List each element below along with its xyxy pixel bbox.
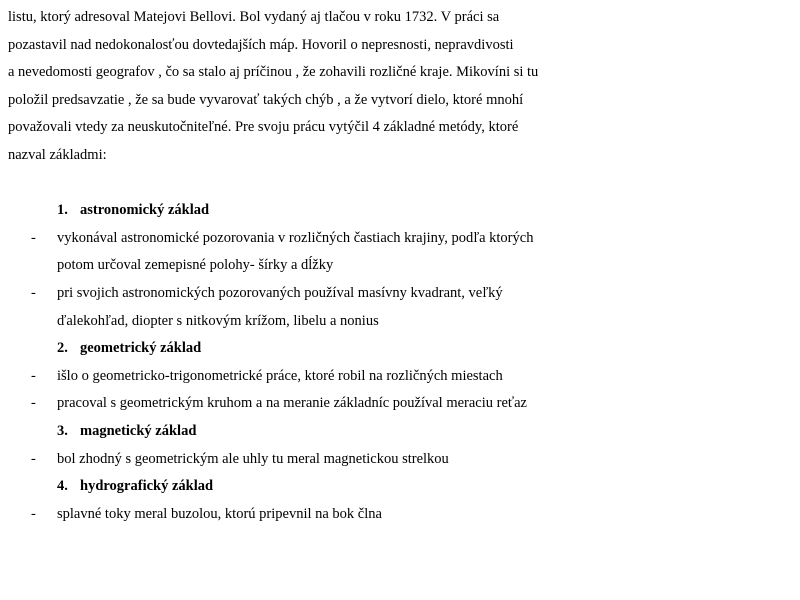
section-title: geometrický základ (80, 340, 202, 356)
bullet-dash: - (31, 395, 36, 411)
bullet-text: pri svojich astronomických pozorovaných používal masívny kvadrant, veľký (57, 285, 503, 301)
section-number: 2. (57, 340, 68, 356)
section-title: magnetický základ (80, 423, 197, 439)
bullet-text: išlo o geometricko-trigonometrické práce, ktoré robil na rozličných miestach (57, 368, 503, 384)
section-heading-hydrographic (57, 477, 213, 495)
section-title: hydrografický základ (80, 478, 214, 494)
paragraph-line: a nevedomosti geografov , čo sa stalo aj príčinou , že zohavili rozličné kraje. Mikovíni si tu (8, 64, 539, 80)
bullet-text: vykonával astronomické pozorovania v rozličných častiach krajiny, podľa ktorých (57, 230, 534, 246)
bullet-text: bol zhodný s geometrickým ale uhly tu meral magnetickou strelkou (57, 451, 449, 467)
bullet-dash: - (31, 368, 36, 384)
bullet-text: potom určoval zemepisné polohy- šírky a dĺžky (57, 257, 334, 273)
paragraph-line: považovali vtedy za neuskutočniteľné. Pre svoju prácu vytýčil 4 základné metódy, ktoré (8, 119, 519, 135)
bullet-dash: - (31, 285, 36, 301)
paragraph-line: pozastavil nad nedokonalosťou dovtedajších máp. Hovoril o nepresnosti, nepravdivosti (8, 37, 514, 53)
section-number: 3. (57, 423, 68, 439)
section-number: 1. (57, 202, 68, 218)
paragraph-line: položil predsavzatie , že sa bude vyvarovať takých chýb , a že vytvorí dielo, ktoré mnohí (8, 92, 524, 108)
paragraph-line: listu, ktorý adresoval Matejovi Bellovi. Bol vydaný aj tlačou v roku 1732. V práci sa (8, 9, 500, 25)
bullet-dash: - (31, 451, 36, 467)
bullet-dash: - (31, 506, 36, 522)
section-number: 4. (57, 478, 68, 494)
bullet-text: pracoval s geometrickým kruhom a na meranie základníc používal meraciu reťaz (57, 395, 527, 411)
bullet-text: splavné toky meral buzolou, ktorú pripevnil na bok člna (57, 506, 382, 522)
paragraph-line: nazval základmi: (8, 147, 107, 163)
section-heading-astronomical (57, 201, 209, 219)
bullet-dash: - (31, 230, 36, 246)
section-title: astronomický základ (80, 202, 210, 218)
bullet-text: ďalekohľad, diopter s nitkovým krížom, libelu a nonius (57, 313, 379, 329)
section-heading-geometric (57, 339, 201, 357)
section-heading-magnetic (57, 422, 196, 440)
